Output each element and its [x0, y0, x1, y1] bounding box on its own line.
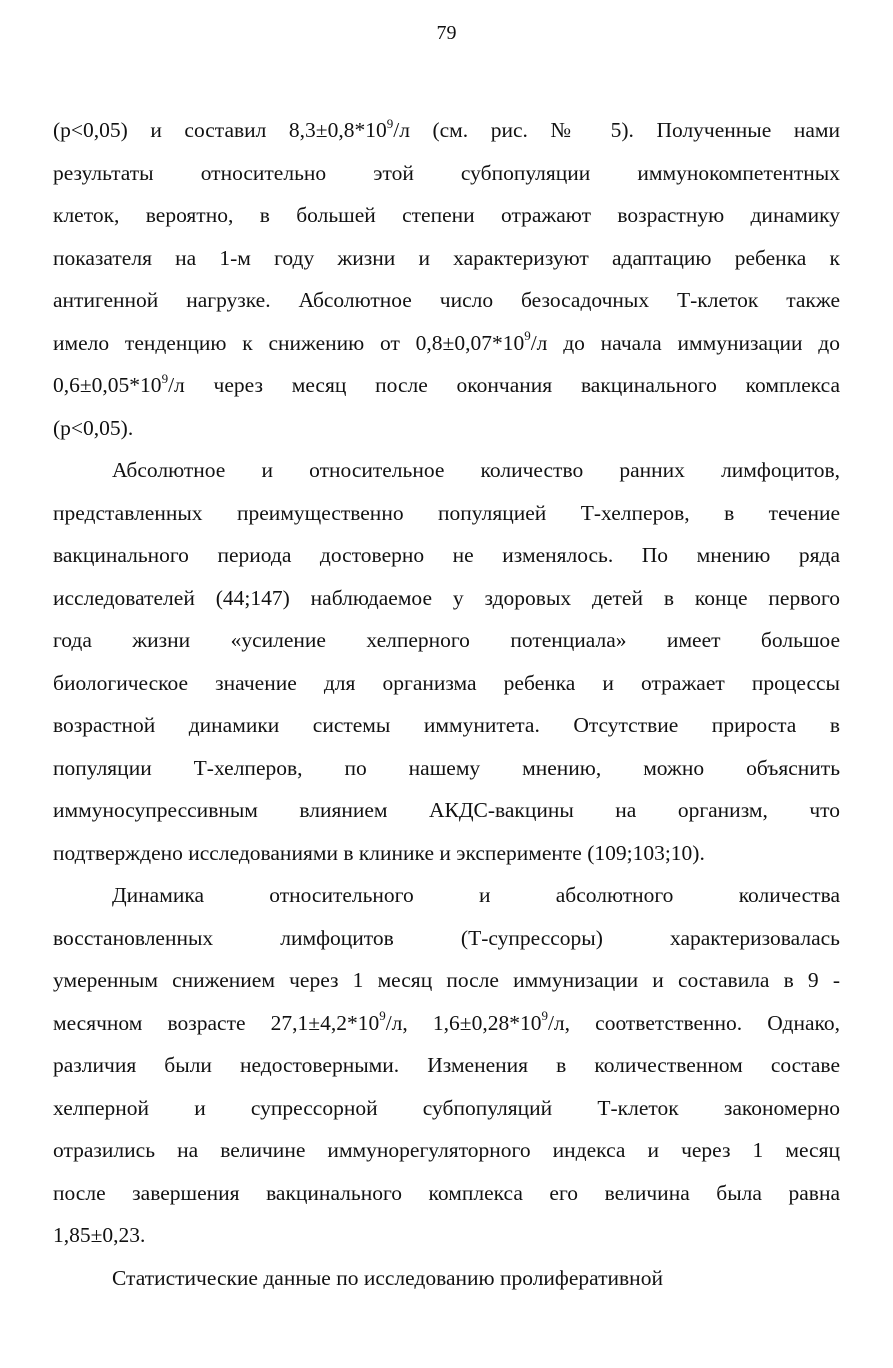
text-line: восстановленных лимфоцитов (Т-супрессоры) характеризовалась — [53, 925, 840, 950]
paragraph-4 — [53, 1257, 840, 1300]
paragraph-1 — [53, 109, 840, 449]
body-text — [53, 109, 840, 1299]
text-line: подтверждено исследованиями в клинике и эксперименте (109;103;10). — [53, 840, 705, 865]
superscript: 9 — [379, 1008, 386, 1024]
text-line: различия были недостоверными. Изменения в количественном составе — [53, 1053, 840, 1077]
text-line: 1,85±0,23. — [53, 1223, 146, 1247]
paragraph-3 — [53, 874, 840, 1257]
superscript: 9 — [386, 115, 394, 131]
text-line: Абсолютное и относительное количество ранних лимфоцитов, — [112, 458, 840, 482]
text-line: $0,6\pm 0,05*10^9/л$ через месяц после окончания вакцинального комплекса — [53, 370, 840, 397]
text-line: иммуносупрессивным влиянием АКДС-вакцины на организм, что — [53, 798, 840, 822]
text-line: исследователей (44;147) наблюдаемое у здоровых детей в конце первого — [53, 585, 840, 610]
text-line: клеток, вероятно, в большей степени отражают возрастную динамику — [53, 203, 840, 227]
text-line: результаты относительно этой субпопуляции иммунокомпетентных — [53, 160, 840, 185]
text-line: вакцинального периода достоверно не изменялось. По мнению ряда — [53, 543, 840, 567]
text-line: месячном возрасте $27,1\pm 4,2*10^9/л$, $1,6\pm 0,28*10^9/л$, соответственно. Однако, — [53, 1008, 841, 1035]
superscript: 9 — [524, 328, 531, 344]
text-line: (p<0,05) и составил $8,3\pm 0,8*10^9/л$ (см. рис. № 5). Полученные нами — [53, 115, 840, 142]
page-number: 79 — [436, 22, 457, 44]
text-line: возрастной динамики системы иммунитета. Отсутствие прироста в — [53, 713, 840, 737]
text-line: умеренным снижением через 1 месяц после иммунизации и составила в 9 - — [53, 968, 840, 992]
text-line: имело тенденцию к снижению от $0,8\pm 0,07*10^9/л$ до начала иммунизации до — [53, 328, 840, 355]
text-line: представленных преимущественно популяцией Т-хелперов, в течение — [53, 500, 840, 525]
text-line: Статистические данные по исследованию пролиферативной — [112, 1265, 663, 1290]
superscript: 9 — [161, 370, 169, 386]
paragraph-2 — [53, 449, 840, 874]
text-line: года жизни «усиление хелперного потенциала» имеет большое — [53, 628, 840, 652]
text-line: хелперной и супрессорной субпопуляций Т-клеток закономерно — [53, 1095, 840, 1120]
text-line: показателя на 1-м году жизни и характеризуют адаптацию ребенка к — [53, 245, 840, 270]
text-line: (p<0,05). — [53, 415, 134, 440]
text-line: после завершения вакцинального комплекса его величина была равна — [53, 1180, 840, 1205]
text-line: Динамика относительного и абсолютного количества — [112, 883, 840, 907]
text-line: популяции Т-хелперов, по нашему мнению, можно объяснить — [53, 755, 840, 780]
superscript: 9 — [541, 1008, 548, 1024]
text-line: антигенной нагрузке. Абсолютное число безосадочных Т-клеток также — [53, 288, 840, 312]
text-line: отразились на величине иммунорегуляторного индекса и через 1 месяц — [53, 1138, 840, 1162]
text-line: биологическое значение для организма ребенка и отражает процессы — [53, 670, 840, 695]
